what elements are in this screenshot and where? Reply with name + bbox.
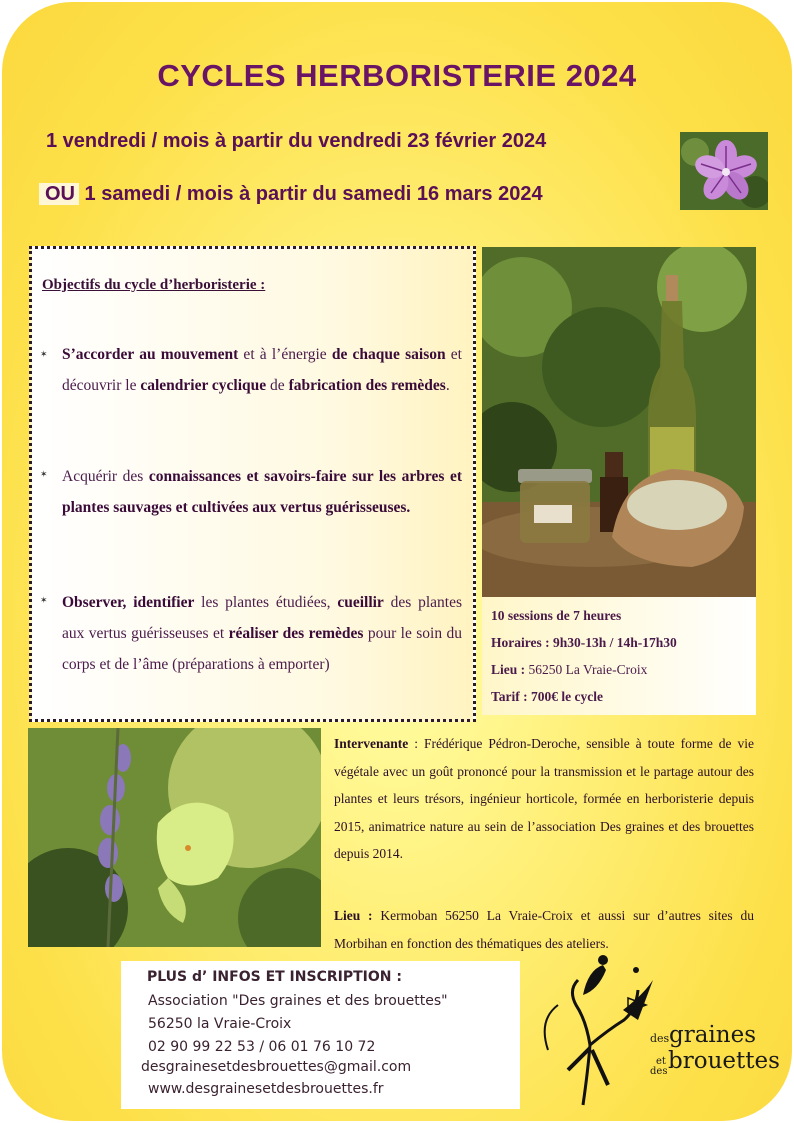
logo-des-bottom: des — [650, 1066, 668, 1077]
bullet-icon: ✶ — [40, 595, 48, 605]
horaires-label: Horaires : — [491, 635, 550, 650]
tarif-line — [491, 689, 603, 705]
text-run: et découvrir le — [62, 346, 462, 394]
mallow-flower-photo — [680, 132, 768, 210]
text-run: . — [445, 377, 450, 394]
text-run: les plantes étudiées, — [194, 594, 338, 611]
or-label: OU — [39, 183, 79, 205]
lieu-detail-label: Lieu : — [334, 908, 373, 923]
intervenante-bio: : Frédérique Pédron-Deroche, sensible à toute forme de vie végétale avec un goût prononcé pour la transmission et le partage autour des plantes et leurs trésors, ingénieur horticole, formée en herboristerie depuis 2015, animatrice nature au sein de l’association Des graines et des brouettes depuis 2014. — [334, 736, 754, 861]
text-run: Observer, identifier — [62, 594, 195, 611]
horaires-line — [491, 635, 677, 651]
logo-et: et — [656, 1056, 666, 1067]
contact-website[interactable]: www.desgrainesetdesbrouettes.fr — [148, 1081, 384, 1097]
objectives-heading: Objectifs du cycle d’herboristerie : — [42, 277, 266, 293]
objective-2 — [62, 461, 462, 523]
intervenante-label: Intervenante — [334, 736, 409, 751]
tarif-value: 700€ le cycle — [527, 689, 603, 704]
text-run: des plantes aux vertus guérisseuses et — [62, 594, 462, 642]
text-run: de — [266, 377, 289, 394]
text-run: pour le soin du corps et de l’âme (préparations à emporter) — [62, 625, 463, 673]
logo-graines: graines — [669, 1022, 757, 1048]
contact-city: 56250 la Vraie-Croix — [148, 1016, 292, 1032]
butterfly-lavender-photo — [28, 728, 321, 947]
lieu-line — [491, 662, 647, 678]
schedule-friday: 1 vendredi / mois à partir du vendredi 23 février 2024 — [46, 130, 547, 152]
sessions-text: 10 sessions de 7 heures — [491, 608, 622, 623]
info-box — [482, 597, 756, 715]
logo-des-top: des — [650, 1032, 670, 1045]
text-run: calendrier cyclique — [140, 377, 267, 394]
contact-email[interactable]: desgrainesetdesbrouettes@gmail.com — [141, 1059, 412, 1075]
schedule-saturday — [39, 183, 543, 206]
bullet-icon: ✶ — [40, 469, 48, 479]
schedule-saturday-text: 1 samedi / mois à partir du samedi 16 mars 2024 — [79, 183, 543, 205]
text-run: réaliser des remèdes — [228, 625, 364, 642]
objective-1 — [62, 339, 462, 401]
text-run: et à l’énergie — [238, 346, 332, 363]
objectives-box — [29, 246, 476, 722]
herbal-remedies-photo — [482, 247, 756, 597]
contact-box — [121, 961, 520, 1109]
horaires-value: 9h30-13h / 14h-17h30 — [549, 635, 677, 650]
text-run: S’accorder au mouvement — [62, 346, 239, 363]
lieu-label: Lieu : — [491, 662, 526, 677]
lieu-value: 56250 La Vraie-Croix — [525, 662, 648, 677]
objective-3 — [62, 587, 462, 680]
text-run: connaissances et savoirs-faire sur les arbres et plantes sauvages et cultivées aux vertus guérisseuses. — [62, 468, 463, 516]
text-run: fabrication des remèdes — [288, 377, 446, 394]
intervenante-text — [334, 730, 754, 868]
lieu-detail-value: Kermoban 56250 La Vraie-Croix et aussi sur d’autres sites du Morbihan en fonction des thématiques des ateliers. — [334, 908, 754, 951]
text-run: cueillir — [337, 594, 384, 611]
tarif-label: Tarif : — [491, 689, 528, 704]
page-title: CYCLES HERBORISTERIE 2024 — [157, 58, 637, 93]
lieu-detail-text — [334, 902, 754, 957]
logo-brouettes: brouettes — [668, 1048, 780, 1074]
association-logo — [528, 950, 780, 1110]
text-run: de chaque saison — [331, 346, 446, 363]
text-run: Acquérir des — [62, 468, 149, 485]
contact-heading: PLUS d’ INFOS ET INSCRIPTION : — [147, 969, 402, 985]
contact-association: Association "Des graines et des brouettes" — [148, 993, 448, 1009]
contact-phone: 02 90 99 22 53 / 06 01 76 10 72 — [148, 1039, 376, 1055]
bullet-icon: ✶ — [40, 349, 48, 359]
